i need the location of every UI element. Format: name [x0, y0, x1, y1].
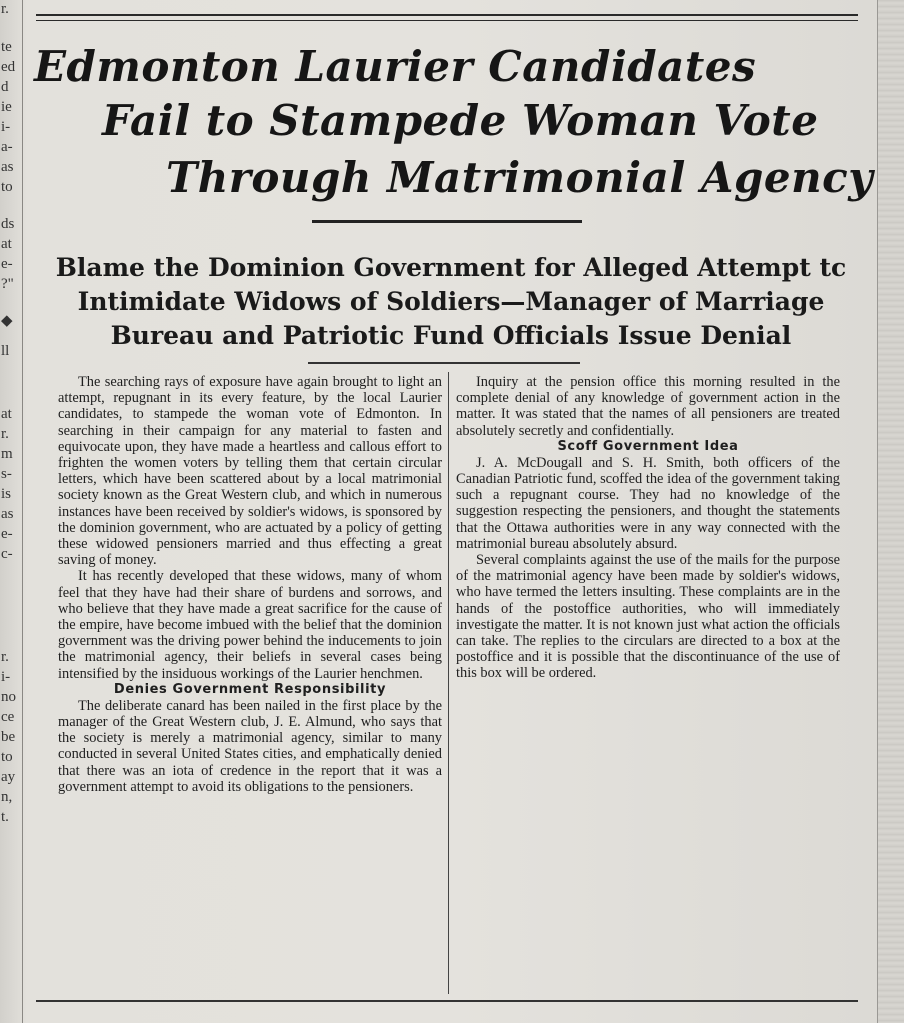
- margin-fragment: ay: [1, 769, 16, 785]
- headline-line-1: Edmonton Laurier Candidates: [34, 42, 757, 91]
- margin-fragment: n,: [1, 789, 13, 805]
- margin-fragment: to: [1, 179, 13, 195]
- margin-fragment: d: [1, 79, 9, 95]
- article-column-left: [58, 374, 442, 994]
- margin-fragment: s-: [1, 466, 12, 482]
- margin-fragment: i-: [1, 669, 11, 685]
- top-rule-thin: [36, 20, 858, 21]
- margin-fragment: ?": [1, 276, 14, 292]
- margin-fragment: is: [1, 486, 12, 502]
- margin-fragment: ie: [1, 99, 12, 115]
- margin-fragment: no: [1, 689, 16, 705]
- margin-fragment: ll: [1, 343, 10, 359]
- section-subhead: Denies Government Responsibility: [113, 681, 387, 697]
- article-paragraph: It has recently developed that these widows, many of whom feel that they have had their share of burdens and sorrows, and who believe that they have made a great sacrifice for the cause of the empire, have become imbued with the belief that the dominion government was the driving power behind the inducements to join the matrimonial agency, their beliefs in several cases being intensified by the insiduous workings of the Laurier henchmen.: [58, 568, 442, 682]
- margin-fragment: m: [1, 446, 13, 462]
- margin-fragment: ce: [1, 709, 15, 725]
- top-rule: [36, 14, 858, 16]
- margin-fragment: to: [1, 749, 13, 765]
- margin-fragment: ◆: [1, 313, 13, 329]
- margin-fragment: as: [1, 159, 14, 175]
- article-paragraph: J. A. McDougall and S. H. Smith, both officers of the Canadian Patriotic fund, scoffed the idea of the government taking such a repugnant course. They had no knowledge of the suggestion respecting the pensioners, and thought the statements that the Ottawa authorities were in any way connected with the matrimonial bureau absolutely absurd.: [456, 454, 840, 552]
- headline-line-2: Fail to Stampede Woman Vote: [102, 96, 819, 145]
- headline-line-3: Through Matrimonial Agency: [166, 153, 874, 202]
- article-column-right: [456, 374, 840, 994]
- margin-fragment: e-: [1, 526, 13, 542]
- adjacent-column-fragment: [0, 0, 23, 1023]
- column-divider: [448, 372, 449, 994]
- article-paragraph: The searching rays of exposure have again brought to light an attempt, repugnant in its every feature, by the local Laurier candidates, to stampede the woman vote of Edmonton. In searching in their campaign for any material to fasten and equivocate upon, they have made a heartless and callous effort to frighten the women voters by telling them that certain circular letters, which have been scattered about by a local matrimonial society known as the Great Western club, and which in numerous instances have been received by soldier's widows, is sponsored by the dominion government, who are actuated by a policy of getting these widowed pensioners married and thus effecting a great saving of money.: [58, 374, 442, 569]
- margin-fragment: e-: [1, 256, 13, 272]
- article-paragraph: The deliberate canard has been nailed in the first place by the manager of the Great Western club, J. E. Almund, who says that the society is merely a matrimonial agency, similar to many conducted in several United States cities, and emphatically denied that there was an iota of credence in the report that it was a government attempt to avoid its obligations to the pensioners.: [58, 697, 442, 795]
- headline-separator: [312, 220, 582, 223]
- article-paragraph: Inquiry at the pension office this morning resulted in the complete denial of any knowledge of government action in the matter. It was stated that the names of all pensioners are treated absolutely secretly and confidentially.: [456, 374, 840, 439]
- margin-fragment: at: [1, 236, 12, 252]
- margin-fragment: r.: [1, 426, 9, 442]
- margin-fragment: as: [1, 506, 14, 522]
- margin-fragment: ed: [1, 59, 16, 75]
- margin-fragment: c-: [1, 546, 13, 562]
- deck-line-3: Bureau and Patriotic Fund Officials Issue Denial: [110, 321, 792, 350]
- margin-fragment: t.: [1, 809, 9, 825]
- margin-fragment: te: [1, 39, 12, 55]
- article-paragraph: Several complaints against the use of the mails for the purpose of the matrimonial agency have been made by soldier's widows, who have termed the letters insulting. These complaints are in the hands of the postoffice authorities, who will immediately investigate the matter. It is not known just what action the officials can take. The replies to the circulars are directed to a box at the postoffice and it is possible that the discontinuance of the use of this box will be ordered.: [456, 552, 840, 682]
- margin-fragment: a-: [1, 139, 13, 155]
- margin-fragment: be: [1, 729, 16, 745]
- margin-fragment: i-: [1, 119, 11, 135]
- margin-fragment: r.: [1, 649, 9, 665]
- bottom-rule: [36, 1000, 858, 1002]
- margin-fragment: ds: [1, 216, 15, 232]
- section-subhead: Scoff Government Idea: [557, 438, 739, 454]
- deck-line-1: Blame the Dominion Government for Alleged Attempt tc: [55, 253, 847, 282]
- deck-separator: [308, 362, 580, 364]
- deck-line-2: Intimidate Widows of Soldiers—Manager of Marriage: [77, 287, 825, 316]
- margin-fragment: at: [1, 406, 12, 422]
- margin-fragment: r.: [1, 1, 9, 17]
